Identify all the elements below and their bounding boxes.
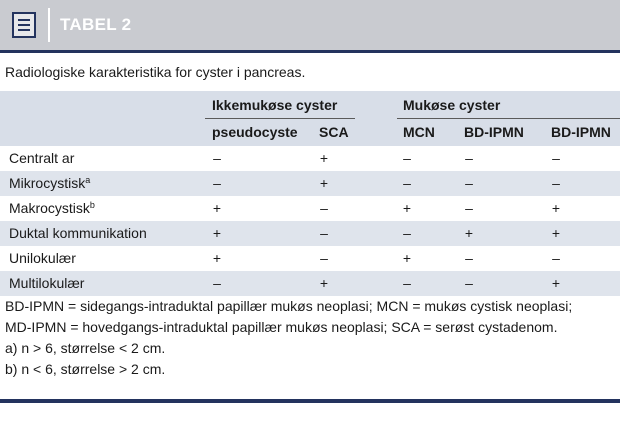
cell-sca: – (320, 250, 328, 266)
cell-sca: – (320, 225, 328, 241)
cell-sca: + (319, 275, 329, 291)
cell-bd-ipmn-2: – (552, 150, 560, 166)
cell-bd-ipmn-2: + (551, 200, 561, 216)
cell-bd-ipmn-2: – (552, 175, 560, 191)
footnote-a: a) n > 6, størrelse < 2 cm. (5, 340, 166, 356)
document-icon (12, 12, 36, 38)
cell-mcn: – (403, 225, 411, 241)
row-label: Centralt ar (9, 150, 75, 166)
cell-pseudocyste: – (213, 275, 221, 291)
table-header-bar (0, 0, 620, 53)
column-header-sca: SCA (319, 124, 349, 140)
cell-bd-ipmn-1: – (465, 200, 473, 216)
group-underline-mucinous (397, 118, 620, 119)
cell-bd-ipmn-2: + (551, 225, 561, 241)
cell-bd-ipmn-1: – (465, 150, 473, 166)
table-caption: Radiologiske karakteristika for cyster i pancreas. (5, 64, 306, 80)
column-header-bd-ipmn-1: BD-IPMN (464, 124, 524, 140)
cell-pseudocyste: – (213, 175, 221, 191)
table-row (0, 246, 620, 271)
header-divider (48, 8, 50, 42)
cell-bd-ipmn-1: + (464, 225, 474, 241)
table-row (0, 146, 620, 171)
row-label: Makrocystisk$^b$ (9, 200, 95, 216)
table-row (0, 271, 620, 296)
cell-pseudocyste: + (212, 225, 222, 241)
group-header-mucinous: Mukøse cyster (403, 97, 501, 113)
cell-mcn: – (403, 275, 411, 291)
row-label: Multilokulær (9, 275, 85, 291)
footnote-abbreviations-1: BD-IPMN = sidegangs-intraduktal papillær mukøs neoplasi; MCN = mukøs cystisk neoplasi; (5, 298, 573, 314)
cell-bd-ipmn-2: – (552, 250, 560, 266)
cell-bd-ipmn-1: – (465, 275, 473, 291)
cell-mcn: + (402, 200, 412, 216)
footnote-b: b) n < 6, størrelse > 2 cm. (5, 361, 166, 377)
cell-bd-ipmn-2: + (551, 275, 561, 291)
cell-bd-ipmn-1: – (465, 175, 473, 191)
row-label: Mikrocystisk$^a$ (9, 175, 91, 191)
cell-mcn: – (403, 175, 411, 191)
column-header-bd-ipmn-2: BD-IPMN (551, 124, 611, 140)
cell-pseudocyste: – (213, 150, 221, 166)
row-label: Unilokulær (9, 250, 76, 266)
row-label: Duktal kommunikation (9, 225, 147, 241)
cell-sca: – (320, 200, 328, 216)
table-row (0, 171, 620, 196)
bottom-rule (0, 399, 620, 403)
cell-pseudocyste: + (212, 200, 222, 216)
group-underline-nonmucinous (205, 118, 355, 119)
table-title: TABEL 2 (60, 15, 132, 34)
table-row (0, 196, 620, 221)
cell-sca: + (319, 175, 329, 191)
cell-pseudocyste: + (212, 250, 222, 266)
footnote-abbreviations-2: MD-IPMN = hovedgangs-intraduktal papillær mukøs neoplasi; SCA = serøst cystadenom. (5, 319, 558, 335)
column-header-pseudocyste: pseudocyste (212, 124, 298, 140)
table-row (0, 221, 620, 246)
column-header-mcn: MCN (403, 124, 435, 140)
cell-sca: + (319, 150, 329, 166)
group-header-nonmucinous: Ikkemukøse cyster (212, 97, 338, 113)
cell-mcn: – (403, 150, 411, 166)
cell-mcn: + (402, 250, 412, 266)
cell-bd-ipmn-1: – (465, 250, 473, 266)
